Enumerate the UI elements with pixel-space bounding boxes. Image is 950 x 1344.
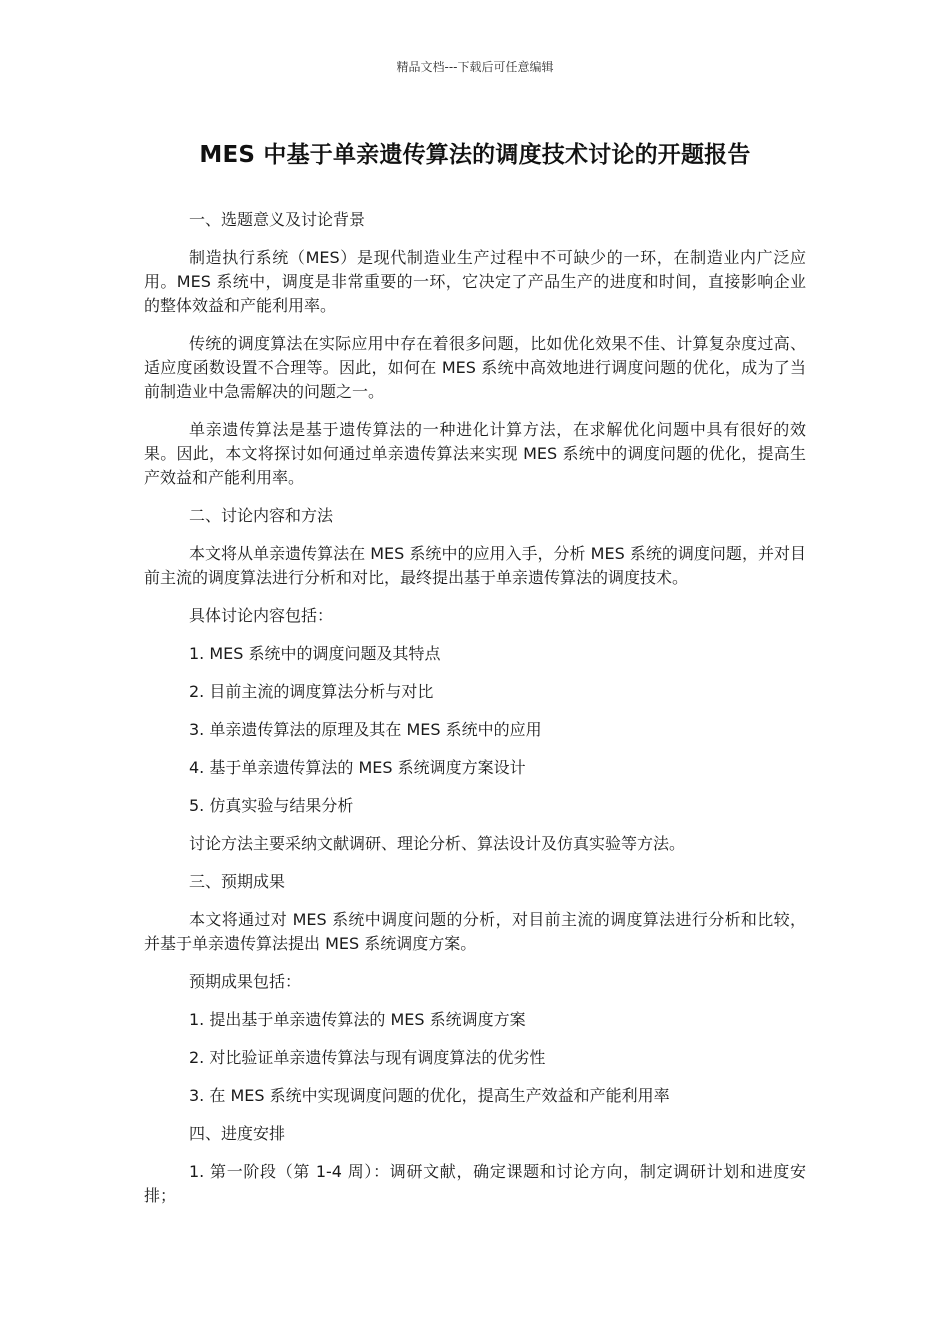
paragraph: 具体讨论内容包括： [189, 606, 334, 625]
paragraph: 传统的调度算法在实际应用中存在着很多问题，比如优化效果不佳、计算复杂度过高、适应度函数设置不合理等。因此，如何在 MES 系统中高效地进行调度问题的优化，成为了当前制造业中急需解决的问题之一。 [144, 334, 806, 401]
section-heading-1: 一、选题意义及讨论背景 [189, 210, 366, 229]
list-item: 1. 提出基于单亲遗传算法的 MES 系统调度方案 [189, 1010, 526, 1029]
paragraph: 制造执行系统（MES）是现代制造业生产过程中不可缺少的一环，在制造业内广泛应用。MES 系统中，调度是非常重要的一环，它决定了产品生产的进度和时间，直接影响企业的整体效益和产能利用率。 [144, 248, 806, 315]
list-item: 4. 基于单亲遗传算法的 MES 系统调度方案设计 [189, 758, 526, 777]
document-body [144, 208, 806, 1222]
page-header: 精品文档---下载后可任意编辑 [396, 60, 554, 74]
list-item: 5. 仿真实验与结果分析 [189, 796, 354, 815]
paragraph: 单亲遗传算法是基于遗传算法的一种进化计算方法，在求解优化问题中具有很好的效果。因此，本文将探讨如何通过单亲遗传算法来实现 MES 系统中的调度问题的优化，提高生产效益和产能利用率。 [144, 420, 806, 487]
paragraph: 预期成果包括： [189, 972, 302, 991]
paragraph: 本文将从单亲遗传算法在 MES 系统中的应用入手，分析 MES 系统的调度问题，并对目前主流的调度算法进行分析和对比，最终提出基于单亲遗传算法的调度技术。 [144, 544, 806, 587]
section-heading-3: 三、预期成果 [189, 872, 286, 891]
paragraph: 本文将通过对 MES 系统中调度问题的分析，对目前主流的调度算法进行分析和比较，并基于单亲遗传算法提出 MES 系统调度方案。 [144, 910, 806, 953]
document-title: MES 中基于单亲遗传算法的调度技术讨论的开题报告 [199, 142, 751, 168]
section-heading-2: 二、讨论内容和方法 [189, 506, 334, 525]
paragraph: 讨论方法主要采纳文献调研、理论分析、算法设计及仿真实验等方法。 [189, 834, 686, 853]
list-item: 3. 单亲遗传算法的原理及其在 MES 系统中的应用 [189, 720, 542, 739]
list-item: 1. MES 系统中的调度问题及其特点 [189, 644, 441, 663]
section-heading-4: 四、进度安排 [189, 1124, 286, 1143]
list-item: 3. 在 MES 系统中实现调度问题的优化，提高生产效益和产能利用率 [189, 1086, 670, 1105]
list-item: 1. 第一阶段（第 1-4 周）：调研文献，确定课题和讨论方向，制定调研计划和进度安排； [144, 1162, 806, 1205]
list-item: 2. 目前主流的调度算法分析与对比 [189, 682, 434, 701]
list-item: 2. 对比验证单亲遗传算法与现有调度算法的优劣性 [189, 1048, 546, 1067]
